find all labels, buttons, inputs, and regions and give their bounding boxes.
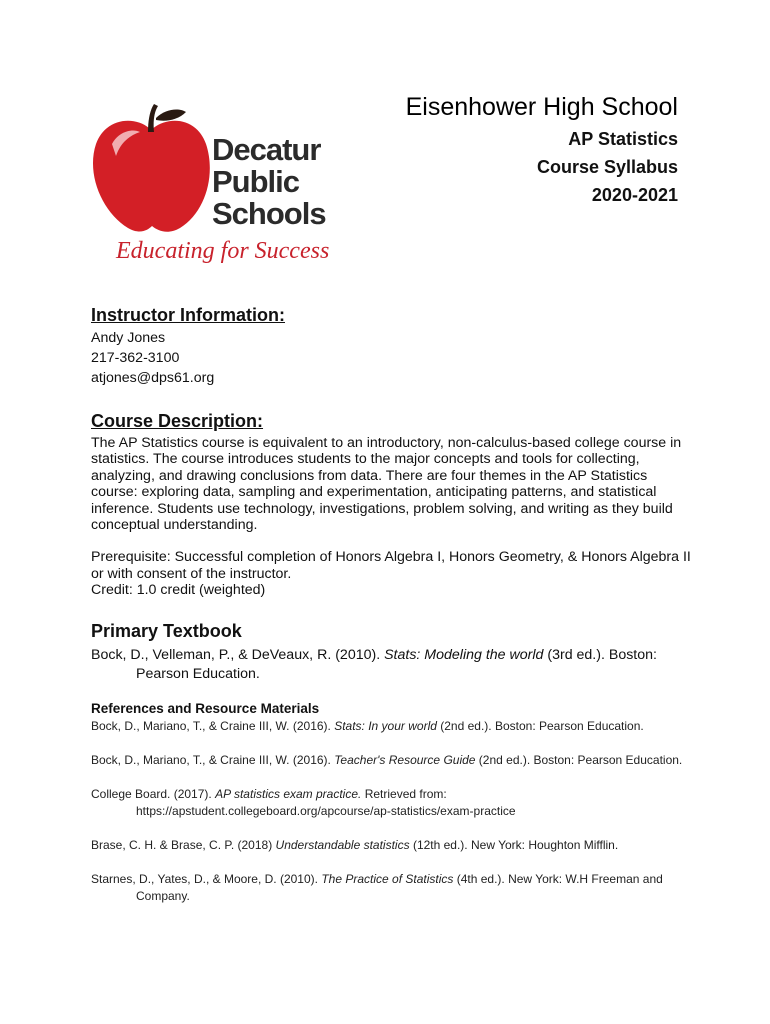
reference-title: The Practice of Statistics [321,872,454,886]
reference-item [91,718,683,735]
logo-wordmark [212,134,326,230]
prerequisite-text: Prerequisite: Successful completion of Honors Algebra I, Honors Geometry, & Honors Algebra II or with consent of the instructor. [91,549,691,582]
instructor-section [91,305,691,388]
reference-authors: Starnes, D., Yates, D., & Moore, D. (2010). [91,872,322,886]
reference-title: AP statistics exam practice. [215,787,362,801]
reference-title: Understandable statistics [275,838,410,852]
school-title: Eisenhower High School [405,93,678,121]
references-heading: References and Resource Materials [91,701,320,716]
instructor-email[interactable]: atjones@dps61.org [91,370,215,386]
references-section [91,701,683,905]
reference-title: Teacher's Resource Guide [334,753,476,767]
logo-line-1: Decatur [212,132,321,167]
reference-item [91,786,616,820]
reference-item [91,837,683,854]
textbook-book-title: Stats: Modeling the world [384,647,544,663]
instructor-phone: 217-362-3100 [91,350,180,366]
apple-icon [88,100,218,240]
reference-authors: Bock, D., Mariano, T., & Craine III, W. (2016). [91,719,335,733]
description-section [91,411,691,599]
reference-item [91,871,716,905]
textbook-publisher: (3rd ed.). Boston: Pearson Education. [136,647,657,682]
decatur-public-schools-logo [88,100,358,270]
textbook-authors: Bock, D., Velleman, P., & DeVeaux, R. (2010). [91,647,385,663]
description-body: The AP Statistics course is equivalent to an introductory, non-calculus-based college course in statistics. The course introduces students to the major concepts and tools for collecting, analyzing, and drawing conclusions from data. There are four themes in the AP Statistics course: exploring data, sampling and experimentation, anticipating patterns, and statistical inference. Students use technology, investigations, problem solving, and writing as they build conceptual understanding. [91,435,682,534]
logo-tagline: Educating for Success [116,238,330,264]
textbook-section [91,621,691,684]
reference-publisher: Retrieved from: https://apstudent.collegeboard.org/apcourse/ap-statistics/exam-practice [136,787,516,818]
description-heading: Course Description: [91,411,264,431]
reference-authors: College Board. (2017). [91,787,216,801]
school-year: 2020-2021 [591,185,678,205]
logo-line-2: Public [212,164,300,199]
reference-publisher: (2nd ed.). Boston: Pearson Education. [475,753,683,767]
reference-title: Stats: In your world [334,719,437,733]
instructor-name: Andy Jones [91,330,166,346]
reference-publisher: (2nd ed.). Boston: Pearson Education. [436,719,644,733]
instructor-heading: Instructor Information: [91,305,285,325]
course-title: AP Statistics [568,129,678,149]
reference-item [91,752,696,769]
reference-publisher: (12th ed.). New York: Houghton Mifflin. [409,838,619,852]
reference-authors: Brase, C. H. & Brase, C. P. (2018) [91,838,276,852]
logo-line-3: Schools [212,196,326,231]
textbook-heading: Primary Textbook [91,621,242,641]
reference-publisher: (4th ed.). New York: W.H Freeman and Company. [136,872,663,903]
document-title: Course Syllabus [536,157,678,177]
reference-authors: Bock, D., Mariano, T., & Craine III, W. (2016). [91,753,335,767]
textbook-citation [91,646,696,684]
credit-text: Credit: 1.0 credit (weighted) [91,582,266,599]
